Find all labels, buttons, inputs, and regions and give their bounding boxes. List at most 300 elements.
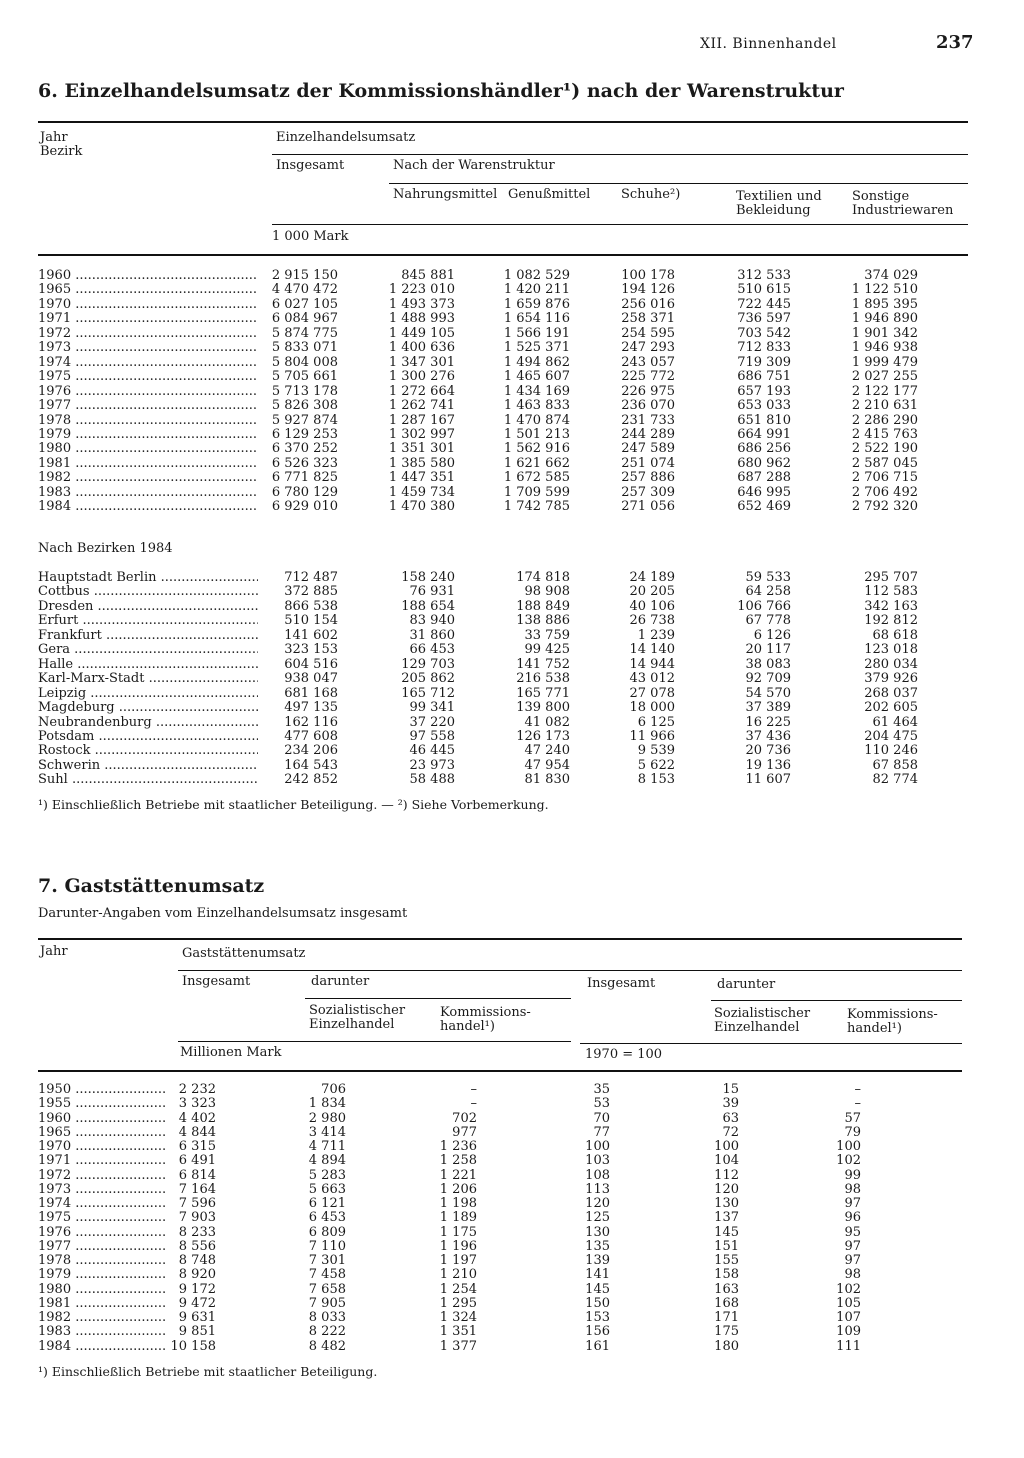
cell-nahrungsmittel: 1 287 167 (388, 412, 455, 428)
cell-sonstige: 123 018 (864, 642, 918, 658)
cell-kommission-index: 98 (844, 1267, 861, 1283)
cell-genussmittel: 1 494 862 (503, 354, 570, 370)
cell-textilien: 510 615 (737, 282, 791, 298)
row-label: 1977 ..... (38, 1239, 166, 1254)
row-label: Halle ..... (38, 657, 258, 672)
cell-kommission-mio: 1 189 (439, 1210, 477, 1226)
cell-schuhe: 26 738 (629, 613, 675, 629)
cell-insgesamt: 5 705 661 (271, 369, 338, 385)
table7-rule (178, 970, 962, 971)
cell-sozialistisch-mio: 8 222 (308, 1324, 346, 1340)
cell-insgesamt: 141 602 (284, 627, 338, 643)
cell-sonstige: 1 946 890 (851, 311, 918, 327)
cell-insgesamt: 497 135 (284, 700, 338, 716)
table6-head-textil: Textilien und (736, 189, 822, 204)
table7-head-soz-2: Sozialistischer (714, 1006, 811, 1021)
row-label: 1978 ..... (38, 413, 258, 428)
table6-top-rule (38, 121, 968, 123)
cell-nahrungsmittel: 66 453 (409, 642, 455, 658)
table7-header-bottom-rule (38, 1070, 962, 1072)
cell-sozialistisch-index: 100 (714, 1139, 739, 1154)
cell-sozialistisch-mio: 6 121 (308, 1196, 346, 1211)
cell-insgesamt: 712 487 (284, 570, 338, 585)
cell-genussmittel: 81 830 (524, 772, 570, 788)
row-label: 1984 ..... (38, 1339, 166, 1354)
cell-textilien: 686 256 (737, 441, 791, 457)
table6-head-umsatz: Einzelhandelsumsatz (276, 130, 416, 145)
row-label: 1965 ..... (38, 282, 258, 297)
cell-genussmittel: 174 818 (516, 570, 570, 585)
cell-insgesamt-index: 108 (585, 1167, 610, 1183)
cell-kommission-mio: 702 (452, 1110, 477, 1126)
table7-head-kom-2: Kommissions- (847, 1007, 938, 1022)
cell-nahrungsmittel: 1 459 734 (388, 484, 455, 500)
cell-nahrungsmittel: 1 447 351 (388, 470, 455, 486)
cell-sozialistisch-mio: 8 033 (308, 1310, 346, 1325)
cell-insgesamt-mio: 9 472 (178, 1295, 216, 1311)
cell-sonstige: 379 926 (864, 671, 918, 687)
cell-schuhe: 256 016 (621, 296, 675, 312)
row-label: 1975 ..... (38, 1210, 166, 1225)
cell-insgesamt: 5 804 008 (271, 354, 338, 370)
cell-nahrungsmittel: 76 931 (409, 584, 455, 600)
cell-sozialistisch-index: 130 (714, 1196, 739, 1211)
cell-nahrungsmittel: 1 385 580 (388, 455, 455, 471)
cell-insgesamt-mio: 7 164 (178, 1181, 216, 1197)
cell-sonstige: 110 246 (864, 743, 918, 759)
cell-schuhe: 243 057 (621, 354, 675, 370)
cell-sozialistisch-mio: 2 980 (308, 1110, 346, 1126)
cell-textilien: 6 126 (753, 627, 791, 643)
cell-nahrungsmittel: 1 449 105 (388, 325, 455, 341)
row-label: Cottbus ..... (38, 584, 258, 599)
row-label: 1972 ..... (38, 1168, 166, 1183)
table7-rule (305, 998, 571, 999)
table6-footnote: ¹) Einschließlich Betriebe mit staatlicher Beteiligung. — ²) Siehe Vorbemerkung. (38, 797, 549, 812)
row-label: Erfurt ..... (38, 613, 258, 628)
cell-nahrungsmittel: 1 351 301 (388, 441, 455, 457)
table7-title: 7. Gaststättenumsatz (38, 875, 265, 897)
cell-insgesamt-index: 53 (593, 1096, 610, 1112)
cell-sonstige: 2 027 255 (851, 369, 918, 385)
row-label: Magdeburg ..... (38, 700, 258, 715)
cell-sonstige: 2 210 631 (851, 398, 918, 414)
cell-genussmittel: 1 709 599 (503, 484, 570, 500)
table7-head-insgesamt-2: Insgesamt (587, 976, 656, 991)
cell-schuhe: 254 595 (621, 325, 675, 341)
cell-insgesamt-index: 125 (585, 1210, 610, 1226)
cell-genussmittel: 1 566 191 (503, 325, 570, 341)
cell-nahrungsmittel: 1 300 276 (388, 369, 455, 385)
cell-genussmittel: 165 771 (516, 685, 570, 701)
cell-sozialistisch-mio: 7 110 (308, 1238, 346, 1254)
cell-sonstige: 82 774 (872, 772, 918, 788)
cell-textilien: 680 962 (737, 455, 791, 471)
cell-insgesamt: 6 129 253 (271, 426, 338, 442)
cell-insgesamt: 242 852 (284, 772, 338, 788)
cell-insgesamt-index: 100 (585, 1139, 610, 1154)
cell-insgesamt: 6 780 129 (271, 484, 338, 500)
cell-textilien: 312 533 (737, 268, 791, 283)
cell-kommission-mio: 1 377 (439, 1338, 477, 1354)
cell-insgesamt-index: 139 (585, 1253, 610, 1268)
cell-schuhe: 251 074 (621, 455, 675, 471)
table6-head-nach: Nach der Warenstruktur (393, 158, 555, 173)
cell-schuhe: 20 205 (629, 584, 675, 600)
cell-sonstige: 342 163 (864, 598, 918, 614)
table7-head-darunter-2: darunter (717, 977, 776, 992)
cell-schuhe: 247 589 (621, 441, 675, 457)
cell-sonstige: 2 122 177 (851, 383, 918, 399)
cell-kommission-index: 99 (844, 1167, 861, 1183)
cell-schuhe: 14 140 (629, 642, 675, 658)
cell-sonstige: 2 706 492 (851, 484, 918, 500)
cell-kommission-mio: 977 (452, 1124, 477, 1140)
table6-rule (272, 154, 968, 155)
table7-head-kom-1: Kommissions- (440, 1005, 531, 1020)
cell-insgesamt: 5 826 308 (271, 398, 338, 414)
row-label: 1981 ..... (38, 456, 258, 471)
cell-kommission-mio: 1 295 (439, 1295, 477, 1311)
cell-insgesamt-index: 145 (585, 1281, 610, 1297)
table7-head-gast: Gaststättenumsatz (182, 946, 306, 961)
cell-sozialistisch-index: 168 (714, 1295, 739, 1311)
cell-insgesamt: 372 885 (284, 584, 338, 600)
cell-sonstige: 61 464 (872, 714, 918, 730)
cell-insgesamt: 510 154 (284, 613, 338, 629)
cell-sonstige: 2 522 190 (851, 441, 918, 457)
cell-sozialistisch-index: 163 (714, 1281, 739, 1297)
page-number: 237 (936, 32, 974, 53)
cell-insgesamt-mio: 9 172 (178, 1281, 216, 1297)
cell-schuhe: 257 886 (621, 470, 675, 486)
row-label: 1978 ..... (38, 1253, 166, 1268)
cell-schuhe: 231 733 (621, 412, 675, 428)
cell-nahrungsmittel: 1 302 997 (388, 426, 455, 442)
table6-head-sonstige: Sonstige (852, 189, 910, 204)
cell-kommission-mio: 1 324 (439, 1310, 477, 1325)
cell-insgesamt-mio: 8 556 (178, 1238, 216, 1254)
cell-nahrungsmittel: 1 400 636 (388, 340, 455, 356)
cell-sozialistisch-index: 63 (722, 1110, 739, 1126)
cell-insgesamt-mio: 8 233 (178, 1224, 216, 1240)
cell-sozialistisch-mio: 5 283 (308, 1167, 346, 1183)
cell-insgesamt-mio: 2 232 (178, 1082, 216, 1097)
cell-sonstige: 67 858 (872, 757, 918, 773)
row-label: 1971 ..... (38, 1153, 166, 1168)
cell-schuhe: 24 189 (629, 570, 675, 585)
cell-insgesamt-mio: 6 491 (178, 1153, 216, 1169)
cell-kommission-index: 97 (844, 1238, 861, 1254)
cell-kommission-index: – (854, 1096, 861, 1112)
table7-footnote: ¹) Einschließlich Betriebe mit staatlicher Beteiligung. (38, 1364, 378, 1379)
cell-insgesamt-index: 130 (585, 1224, 610, 1240)
cell-insgesamt-mio: 9 631 (178, 1310, 216, 1325)
row-label: Karl-Marx-Stadt ..... (38, 671, 258, 686)
cell-insgesamt-index: 156 (585, 1324, 610, 1340)
cell-textilien: 20 117 (745, 642, 791, 658)
cell-sozialistisch-mio: 7 301 (308, 1253, 346, 1268)
cell-kommission-mio: 1 206 (439, 1181, 477, 1197)
cell-insgesamt: 6 929 010 (271, 499, 338, 515)
cell-schuhe: 225 772 (621, 369, 675, 385)
cell-textilien: 712 833 (737, 340, 791, 356)
cell-textilien: 651 810 (737, 412, 791, 428)
cell-genussmittel: 1 621 662 (503, 455, 570, 471)
cell-insgesamt: 162 116 (284, 714, 338, 730)
cell-genussmittel: 1 672 585 (503, 470, 570, 486)
cell-textilien: 67 778 (745, 613, 791, 629)
cell-sonstige: 2 286 290 (851, 412, 918, 428)
cell-insgesamt-mio: 4 402 (178, 1110, 216, 1126)
cell-insgesamt: 866 538 (284, 598, 338, 614)
cell-sonstige: 1 122 510 (851, 282, 918, 298)
cell-genussmittel: 1 525 371 (503, 340, 570, 356)
table7-rule (580, 1043, 962, 1044)
row-label: 1960 ..... (38, 268, 258, 283)
cell-kommission-index: 109 (836, 1324, 861, 1340)
cell-insgesamt-mio: 6 814 (178, 1167, 216, 1183)
cell-insgesamt: 6 526 323 (271, 455, 338, 471)
row-label: Hauptstadt Berlin ..... (38, 570, 258, 585)
row-label: 1970 ..... (38, 1139, 166, 1154)
cell-sozialistisch-mio: 4 711 (308, 1139, 346, 1154)
cell-sozialistisch-mio: 3 414 (308, 1124, 346, 1140)
table6-header-bottom-rule (38, 254, 968, 256)
cell-schuhe: 100 178 (621, 268, 675, 283)
cell-sonstige: 112 583 (864, 584, 918, 600)
cell-textilien: 37 389 (745, 700, 791, 716)
row-label: 1980 ..... (38, 1282, 166, 1297)
cell-insgesamt: 604 516 (284, 656, 338, 672)
cell-insgesamt-index: 77 (593, 1124, 610, 1140)
cell-kommission-mio: 1 351 (439, 1324, 477, 1340)
row-label: Leipzig ..... (38, 686, 258, 701)
cell-nahrungsmittel: 1 223 010 (388, 282, 455, 298)
cell-sozialistisch-mio: 8 482 (308, 1338, 346, 1354)
cell-kommission-index: 97 (844, 1253, 861, 1268)
cell-sonstige: 2 706 715 (851, 470, 918, 486)
cell-sozialistisch-index: 158 (714, 1267, 739, 1283)
cell-nahrungsmittel: 83 940 (409, 613, 455, 629)
row-label: Suhl ..... (38, 772, 258, 787)
cell-schuhe: 226 975 (621, 383, 675, 399)
table7-subtitle: Darunter-Angaben vom Einzelhandelsumsatz insgesamt (38, 906, 408, 921)
cell-sonstige: 1 901 342 (851, 325, 918, 341)
table6-head-genuss: Genußmittel (508, 187, 591, 202)
table7-top-rule (38, 938, 962, 940)
cell-schuhe: 1 239 (637, 627, 675, 643)
cell-nahrungsmittel: 23 973 (409, 757, 455, 773)
cell-insgesamt-index: 120 (585, 1196, 610, 1211)
table6-bezirke-heading: Nach Bezirken 1984 (38, 541, 173, 556)
cell-insgesamt: 323 153 (284, 642, 338, 658)
table7-head-unit-2: 1970 = 100 (585, 1047, 663, 1062)
row-label: Rostock ..... (38, 743, 258, 758)
row-label: Frankfurt ..... (38, 628, 258, 643)
cell-insgesamt: 5 927 874 (271, 412, 338, 428)
row-label: 1976 ..... (38, 1225, 166, 1240)
cell-textilien: 11 607 (745, 772, 791, 788)
cell-sozialistisch-index: 72 (722, 1124, 739, 1140)
cell-insgesamt: 234 206 (284, 743, 338, 759)
cell-sozialistisch-index: 171 (714, 1310, 739, 1325)
cell-schuhe: 5 622 (637, 757, 675, 773)
cell-schuhe: 257 309 (621, 484, 675, 500)
cell-kommission-index: 107 (836, 1310, 861, 1325)
cell-genussmittel: 1 470 874 (503, 412, 570, 428)
cell-genussmittel: 1 654 116 (503, 311, 570, 327)
cell-sonstige: 1 895 395 (851, 296, 918, 312)
cell-nahrungsmittel: 58 488 (409, 772, 455, 788)
cell-textilien: 719 309 (737, 354, 791, 370)
cell-sonstige: 68 618 (872, 627, 918, 643)
cell-insgesamt-mio: 3 323 (178, 1096, 216, 1112)
cell-schuhe: 247 293 (621, 340, 675, 356)
cell-sozialistisch-index: 104 (714, 1153, 739, 1169)
row-label: 1974 ..... (38, 1196, 166, 1211)
cell-sozialistisch-index: 155 (714, 1253, 739, 1268)
cell-sonstige: 2 587 045 (851, 455, 918, 471)
row-label: 1973 ..... (38, 340, 258, 355)
cell-insgesamt-index: 161 (585, 1338, 610, 1354)
cell-textilien: 20 736 (745, 743, 791, 759)
cell-insgesamt-index: 70 (593, 1110, 610, 1126)
cell-sonstige: 1 946 938 (851, 340, 918, 356)
cell-textilien: 646 995 (737, 484, 791, 500)
cell-insgesamt-mio: 9 851 (178, 1324, 216, 1340)
cell-textilien: 19 136 (745, 757, 791, 773)
row-label: 1965 ..... (38, 1125, 166, 1140)
table7-head-soz-1b: Einzelhandel (309, 1017, 395, 1032)
cell-kommission-mio: – (470, 1096, 477, 1112)
cell-insgesamt-mio: 7 903 (178, 1210, 216, 1226)
cell-kommission-mio: 1 210 (439, 1267, 477, 1283)
cell-genussmittel: 1 434 169 (503, 383, 570, 399)
cell-schuhe: 27 078 (629, 685, 675, 701)
row-label: 1983 ..... (38, 485, 258, 500)
cell-sozialistisch-index: 145 (714, 1224, 739, 1240)
cell-nahrungsmittel: 845 881 (401, 268, 455, 283)
cell-kommission-index: – (854, 1082, 861, 1097)
cell-sonstige: 268 037 (864, 685, 918, 701)
cell-nahrungsmittel: 37 220 (409, 714, 455, 730)
cell-sozialistisch-mio: 4 894 (308, 1153, 346, 1169)
cell-textilien: 703 542 (737, 325, 791, 341)
cell-sozialistisch-index: 120 (714, 1181, 739, 1197)
cell-nahrungsmittel: 1 493 373 (388, 296, 455, 312)
row-label: 1955 ..... (38, 1096, 166, 1111)
row-label: 1974 ..... (38, 355, 258, 370)
cell-sonstige: 2 415 763 (851, 426, 918, 442)
cell-schuhe: 271 056 (621, 499, 675, 515)
cell-insgesamt: 5 713 178 (271, 383, 338, 399)
cell-sozialistisch-mio: 7 658 (308, 1281, 346, 1297)
cell-textilien: 64 258 (745, 584, 791, 600)
cell-insgesamt-index: 141 (585, 1267, 610, 1283)
cell-genussmittel: 1 659 876 (503, 296, 570, 312)
cell-insgesamt-mio: 8 748 (178, 1253, 216, 1268)
cell-schuhe: 258 371 (621, 311, 675, 327)
cell-genussmittel: 47 240 (524, 743, 570, 759)
table6-head-textil-2: Bekleidung (736, 203, 811, 218)
cell-sonstige: 192 812 (864, 613, 918, 629)
cell-schuhe: 194 126 (621, 282, 675, 298)
table6-head-unit: 1 000 Mark (272, 229, 349, 244)
cell-sozialistisch-index: 137 (714, 1210, 739, 1226)
cell-genussmittel: 138 886 (516, 613, 570, 629)
table6-head-insgesamt: Insgesamt (276, 158, 345, 173)
cell-sozialistisch-index: 175 (714, 1324, 739, 1340)
cell-nahrungsmittel: 205 862 (401, 671, 455, 687)
cell-schuhe: 14 944 (629, 656, 675, 672)
cell-insgesamt: 2 915 150 (271, 268, 338, 283)
table7-rule (178, 1041, 571, 1042)
cell-sozialistisch-index: 112 (714, 1167, 739, 1183)
row-label: Neubrandenburg ..... (38, 715, 258, 730)
cell-sonstige: 202 605 (864, 700, 918, 716)
cell-textilien: 59 533 (745, 570, 791, 585)
cell-genussmittel: 126 173 (516, 728, 570, 744)
cell-genussmittel: 1 420 211 (503, 282, 570, 298)
table7-head-jahr: Jahr (40, 944, 68, 959)
cell-kommission-index: 105 (836, 1295, 861, 1311)
row-label: Dresden ..... (38, 599, 258, 614)
cell-sonstige: 1 999 479 (851, 354, 918, 370)
cell-textilien: 16 225 (745, 714, 791, 730)
cell-genussmittel: 1 463 833 (503, 398, 570, 414)
row-label: 1979 ..... (38, 1267, 166, 1282)
cell-insgesamt-mio: 4 844 (178, 1124, 216, 1140)
cell-textilien: 657 193 (737, 383, 791, 399)
cell-nahrungsmittel: 188 654 (401, 598, 455, 614)
cell-textilien: 54 570 (745, 685, 791, 701)
cell-nahrungsmittel: 99 341 (409, 700, 455, 716)
cell-sonstige: 204 475 (864, 728, 918, 744)
row-label: 1982 ..... (38, 1310, 166, 1325)
row-label: 1977 ..... (38, 398, 258, 413)
cell-sozialistisch-mio: 7 905 (308, 1295, 346, 1311)
cell-genussmittel: 99 425 (524, 642, 570, 658)
table7-head-insgesamt-1: Insgesamt (182, 974, 251, 989)
cell-textilien: 92 709 (745, 671, 791, 687)
cell-insgesamt-mio: 6 315 (178, 1139, 216, 1154)
table7-head-kom-1b: handel¹) (440, 1019, 495, 1034)
cell-schuhe: 11 966 (629, 728, 675, 744)
cell-insgesamt: 164 543 (284, 757, 338, 773)
cell-schuhe: 6 125 (637, 714, 675, 730)
cell-kommission-index: 95 (844, 1224, 861, 1240)
cell-insgesamt-mio: 7 596 (178, 1196, 216, 1211)
cell-sozialistisch-index: 180 (714, 1338, 739, 1354)
cell-sonstige: 295 707 (864, 570, 918, 585)
cell-sozialistisch-index: 15 (722, 1082, 739, 1097)
cell-kommission-mio: 1 236 (439, 1139, 477, 1154)
cell-genussmittel: 141 752 (516, 656, 570, 672)
cell-sonstige: 280 034 (864, 656, 918, 672)
row-label: 1960 ..... (38, 1111, 166, 1126)
cell-kommission-index: 102 (836, 1281, 861, 1297)
table7-head-darunter-1: darunter (311, 974, 370, 989)
cell-insgesamt: 938 047 (284, 671, 338, 687)
table6-head-bezirk: Bezirk (40, 144, 83, 159)
cell-nahrungsmittel: 1 262 741 (388, 398, 455, 414)
cell-genussmittel: 216 538 (516, 671, 570, 687)
cell-genussmittel: 41 082 (524, 714, 570, 730)
row-label: 1970 ..... (38, 297, 258, 312)
cell-schuhe: 40 106 (629, 598, 675, 614)
table6-head-nahrung: Nahrungsmittel (393, 187, 498, 202)
